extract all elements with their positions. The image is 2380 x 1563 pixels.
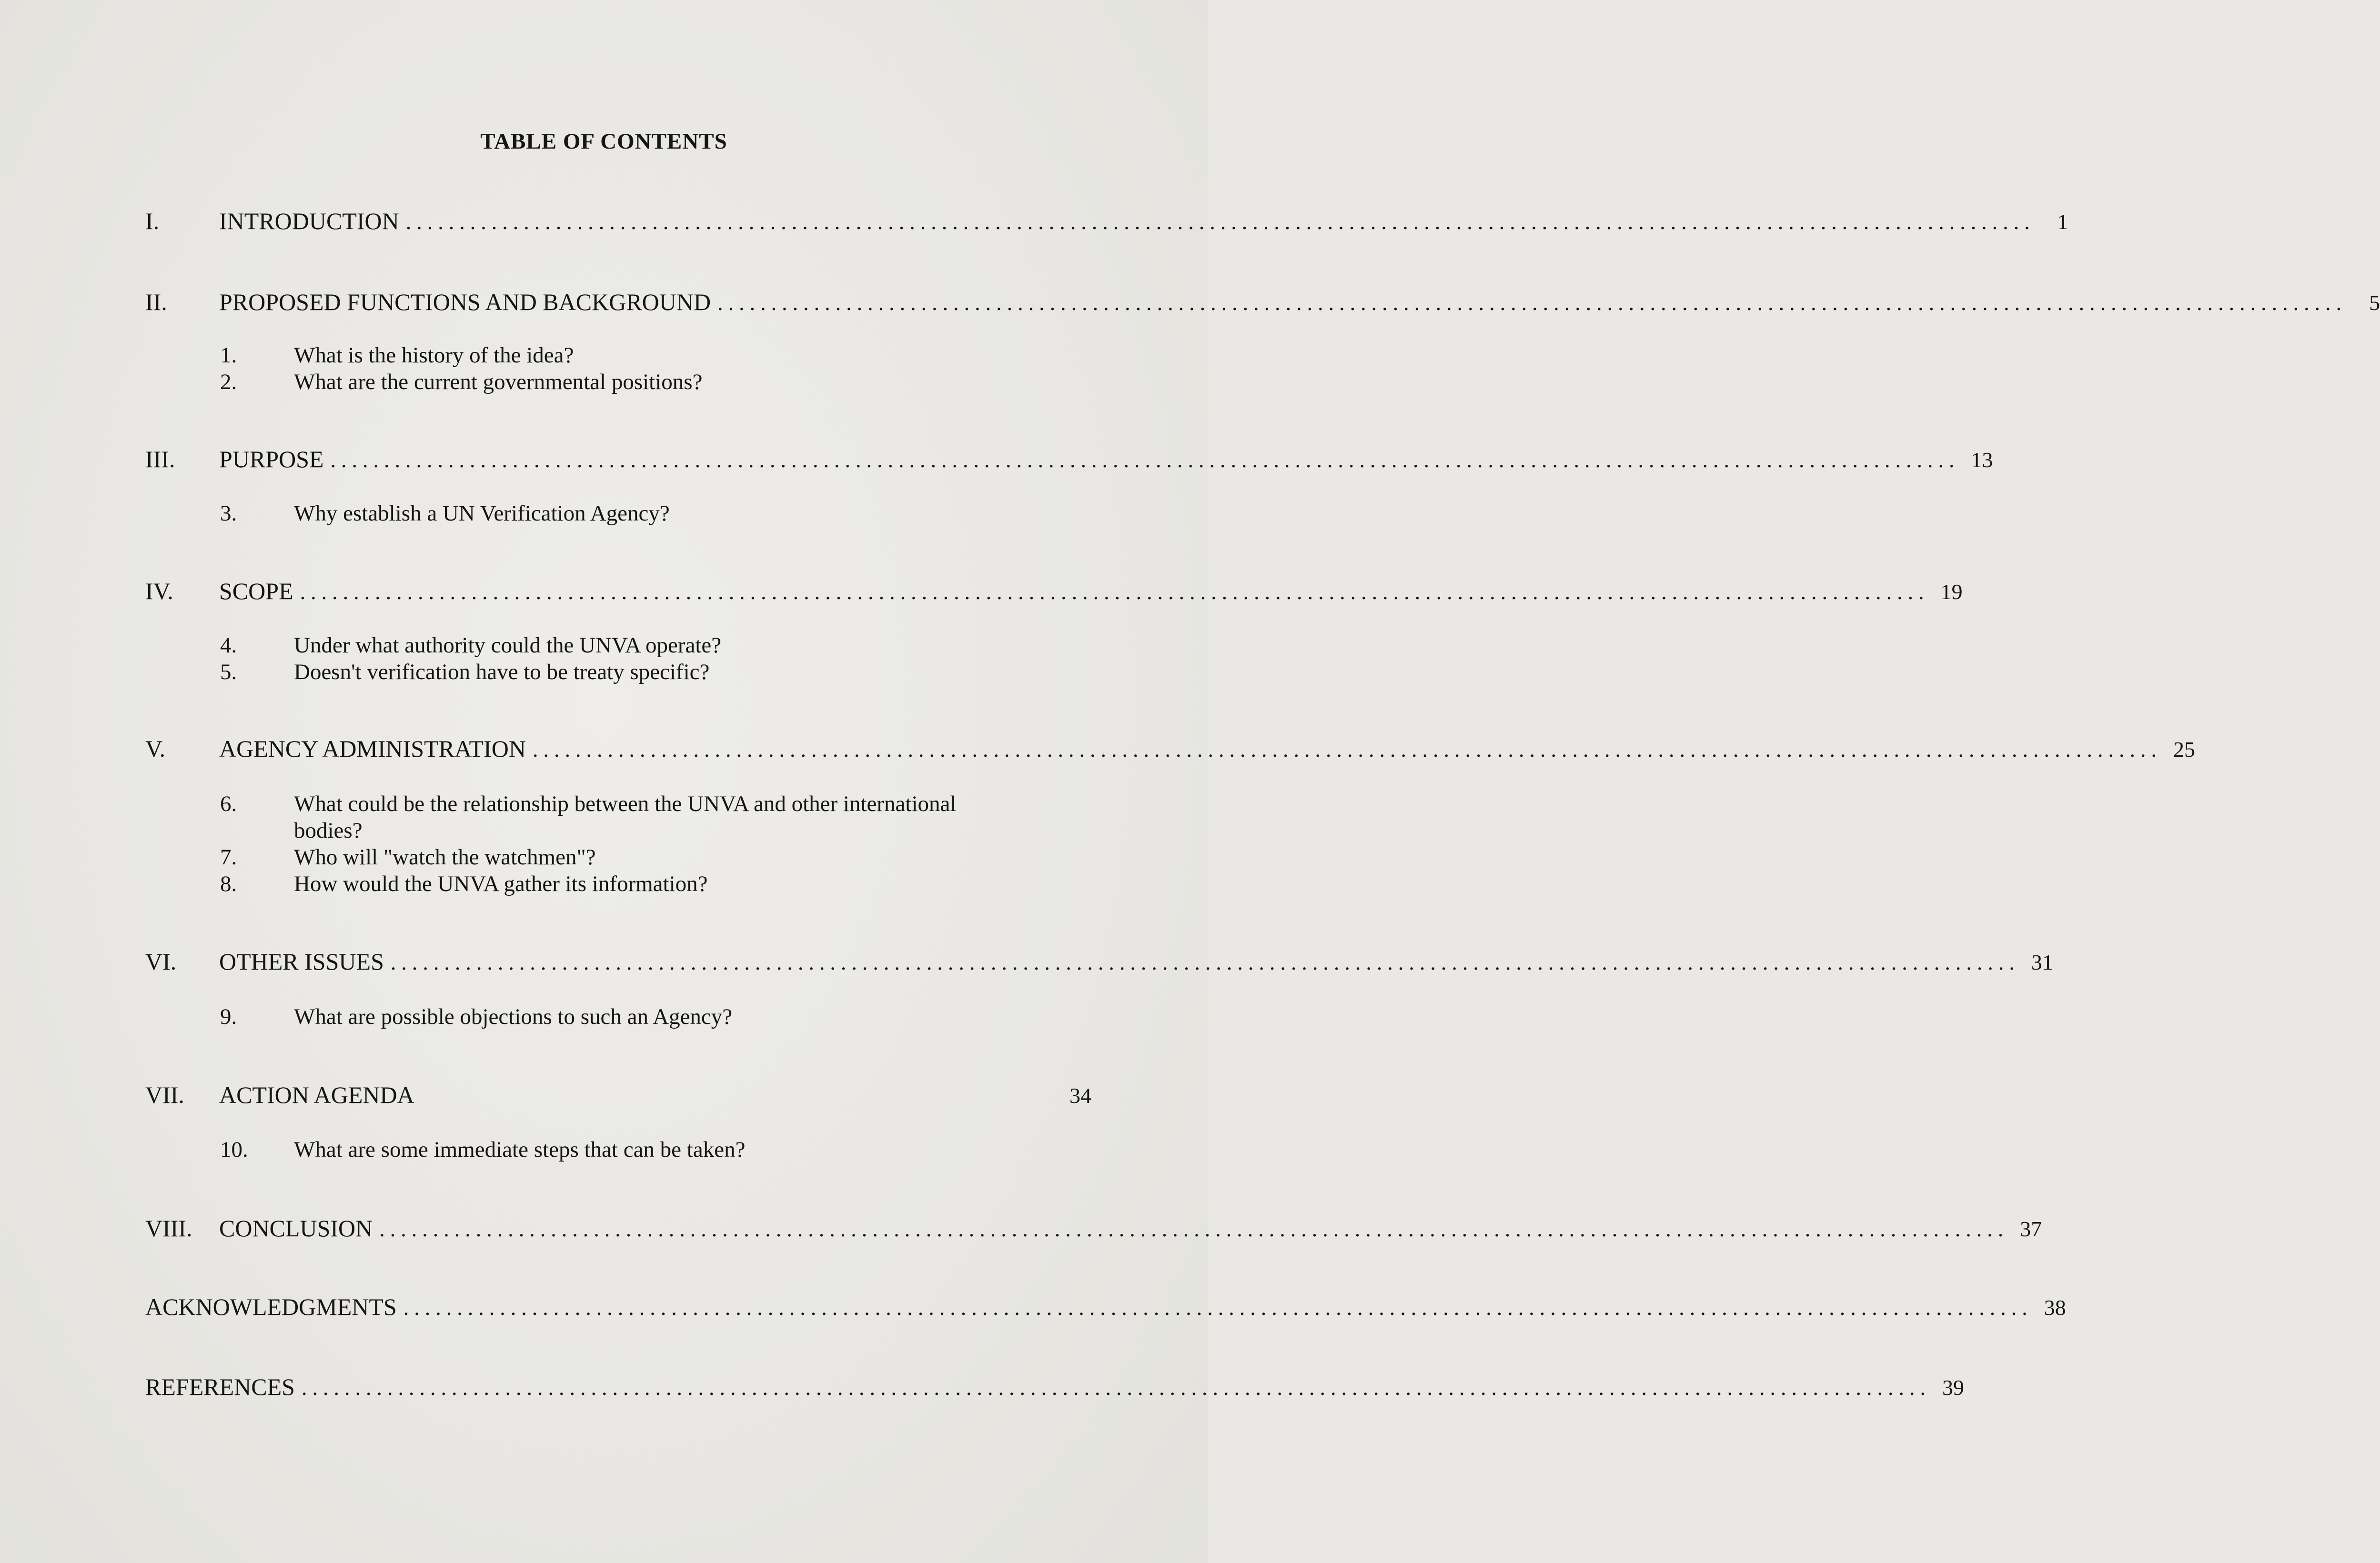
question-number: 10.: [220, 1137, 248, 1162]
question-text: Under what authority could the UNVA operate?: [294, 633, 722, 658]
question-text: What are the current governmental positions?: [294, 370, 703, 394]
dot-leader: ........................................................................................................................................................: [379, 1217, 2009, 1241]
dot-leader: ........................................................................................................................................................: [403, 1295, 2033, 1320]
section-title: AGENCY ADMINISTRATION: [219, 735, 526, 762]
dot-leader: ........................................................................................................................................................: [532, 737, 2162, 761]
question-number: 4.: [220, 633, 237, 658]
section-number: VI.: [145, 948, 177, 975]
question-number: 1.: [220, 343, 237, 368]
dot-leader: ........................................................................................................................................................: [405, 210, 2035, 234]
question-text: What are possible objections to such an Agency?: [294, 1004, 733, 1029]
page-number: 37: [2020, 1217, 2042, 1241]
section-title: ACKNOWLEDGMENTS: [145, 1293, 397, 1320]
toc-entry-proposed-functions: [145, 288, 2380, 316]
page-number: 25: [2173, 737, 2195, 761]
question-number: 7.: [220, 845, 237, 870]
section-title: REFERENCES: [145, 1373, 295, 1400]
toc-entry-action-agenda: [145, 1081, 1091, 1109]
page-number: 1: [2057, 210, 2068, 234]
toc-question: [220, 500, 1030, 527]
toc-entry-introduction: [145, 207, 2068, 235]
section-number: VII.: [145, 1082, 184, 1108]
toc-entry-agency-administration: [145, 735, 2195, 762]
section-number: IV.: [145, 578, 173, 604]
section-number: VIII.: [145, 1215, 192, 1242]
question-number: 3.: [220, 501, 237, 526]
dot-leader: ........................................................................................................................................................: [300, 580, 1929, 604]
page-number: 5: [2369, 291, 2380, 315]
toc-question: [220, 632, 1030, 659]
toc-entry-scope: [145, 577, 1963, 605]
toc-question: [220, 871, 1030, 897]
section-title: PROPOSED FUNCTIONS AND BACKGROUND: [219, 289, 711, 315]
question-text: What are some immediate steps that can be taken?: [294, 1137, 746, 1162]
toc-entry-references: [145, 1373, 1964, 1401]
page-number: 13: [1971, 448, 1993, 472]
section-title: CONCLUSION: [219, 1215, 373, 1242]
dot-leader: ........................................................................................................................................................: [390, 950, 2020, 974]
toc-question: [220, 791, 982, 844]
question-number: 8.: [220, 872, 237, 896]
question-text: Doesn't verification have to be treaty specific?: [294, 660, 710, 684]
section-title: OTHER ISSUES: [219, 948, 384, 975]
section-number: V.: [145, 735, 166, 762]
dot-leader: ........................................................................................................................................................: [301, 1375, 1931, 1400]
toc-question: [220, 844, 1030, 871]
page-number: 34: [1069, 1083, 1091, 1108]
page-number: 38: [2044, 1295, 2066, 1320]
toc-question: [220, 1136, 1030, 1163]
section-number: III.: [145, 446, 175, 472]
question-text: Who will "watch the watchmen"?: [294, 845, 596, 870]
question-number: 5.: [220, 660, 237, 684]
question-number: 9.: [220, 1004, 237, 1029]
toc-question: [220, 1003, 1030, 1030]
question-text: What is the history of the idea?: [294, 343, 574, 368]
toc-entry-other-issues: [145, 948, 2053, 975]
toc-question: [220, 369, 1030, 395]
toc-question: [220, 659, 1030, 685]
question-text: Why establish a UN Verification Agency?: [294, 501, 670, 526]
toc-entry-acknowledgments: [145, 1293, 2066, 1321]
question-text: What could be the relationship between the UNVA and other international bodies?: [294, 792, 957, 843]
section-title: ACTION AGENDA: [219, 1082, 414, 1108]
page-number: 19: [1940, 580, 1963, 604]
page-number: 39: [1942, 1375, 1964, 1400]
section-title: INTRODUCTION: [219, 208, 399, 234]
page-title: TABLE OF CONTENTS: [480, 129, 727, 154]
dot-leader: ........................................................................................................................................................: [330, 448, 1960, 472]
question-number: 6.: [220, 792, 237, 816]
toc-entry-conclusion: [145, 1214, 2042, 1242]
section-title: PURPOSE: [219, 446, 324, 472]
question-number: 2.: [220, 370, 237, 394]
section-number: I.: [145, 208, 160, 234]
section-title: SCOPE: [219, 578, 293, 604]
toc-question: [220, 342, 1030, 369]
dot-leader: ........................................................................................................................................................: [717, 291, 2347, 315]
toc-entry-purpose: [145, 445, 1993, 473]
question-text: How would the UNVA gather its information?: [294, 872, 708, 896]
section-number: II.: [145, 289, 167, 315]
page-number: 31: [2031, 950, 2053, 974]
